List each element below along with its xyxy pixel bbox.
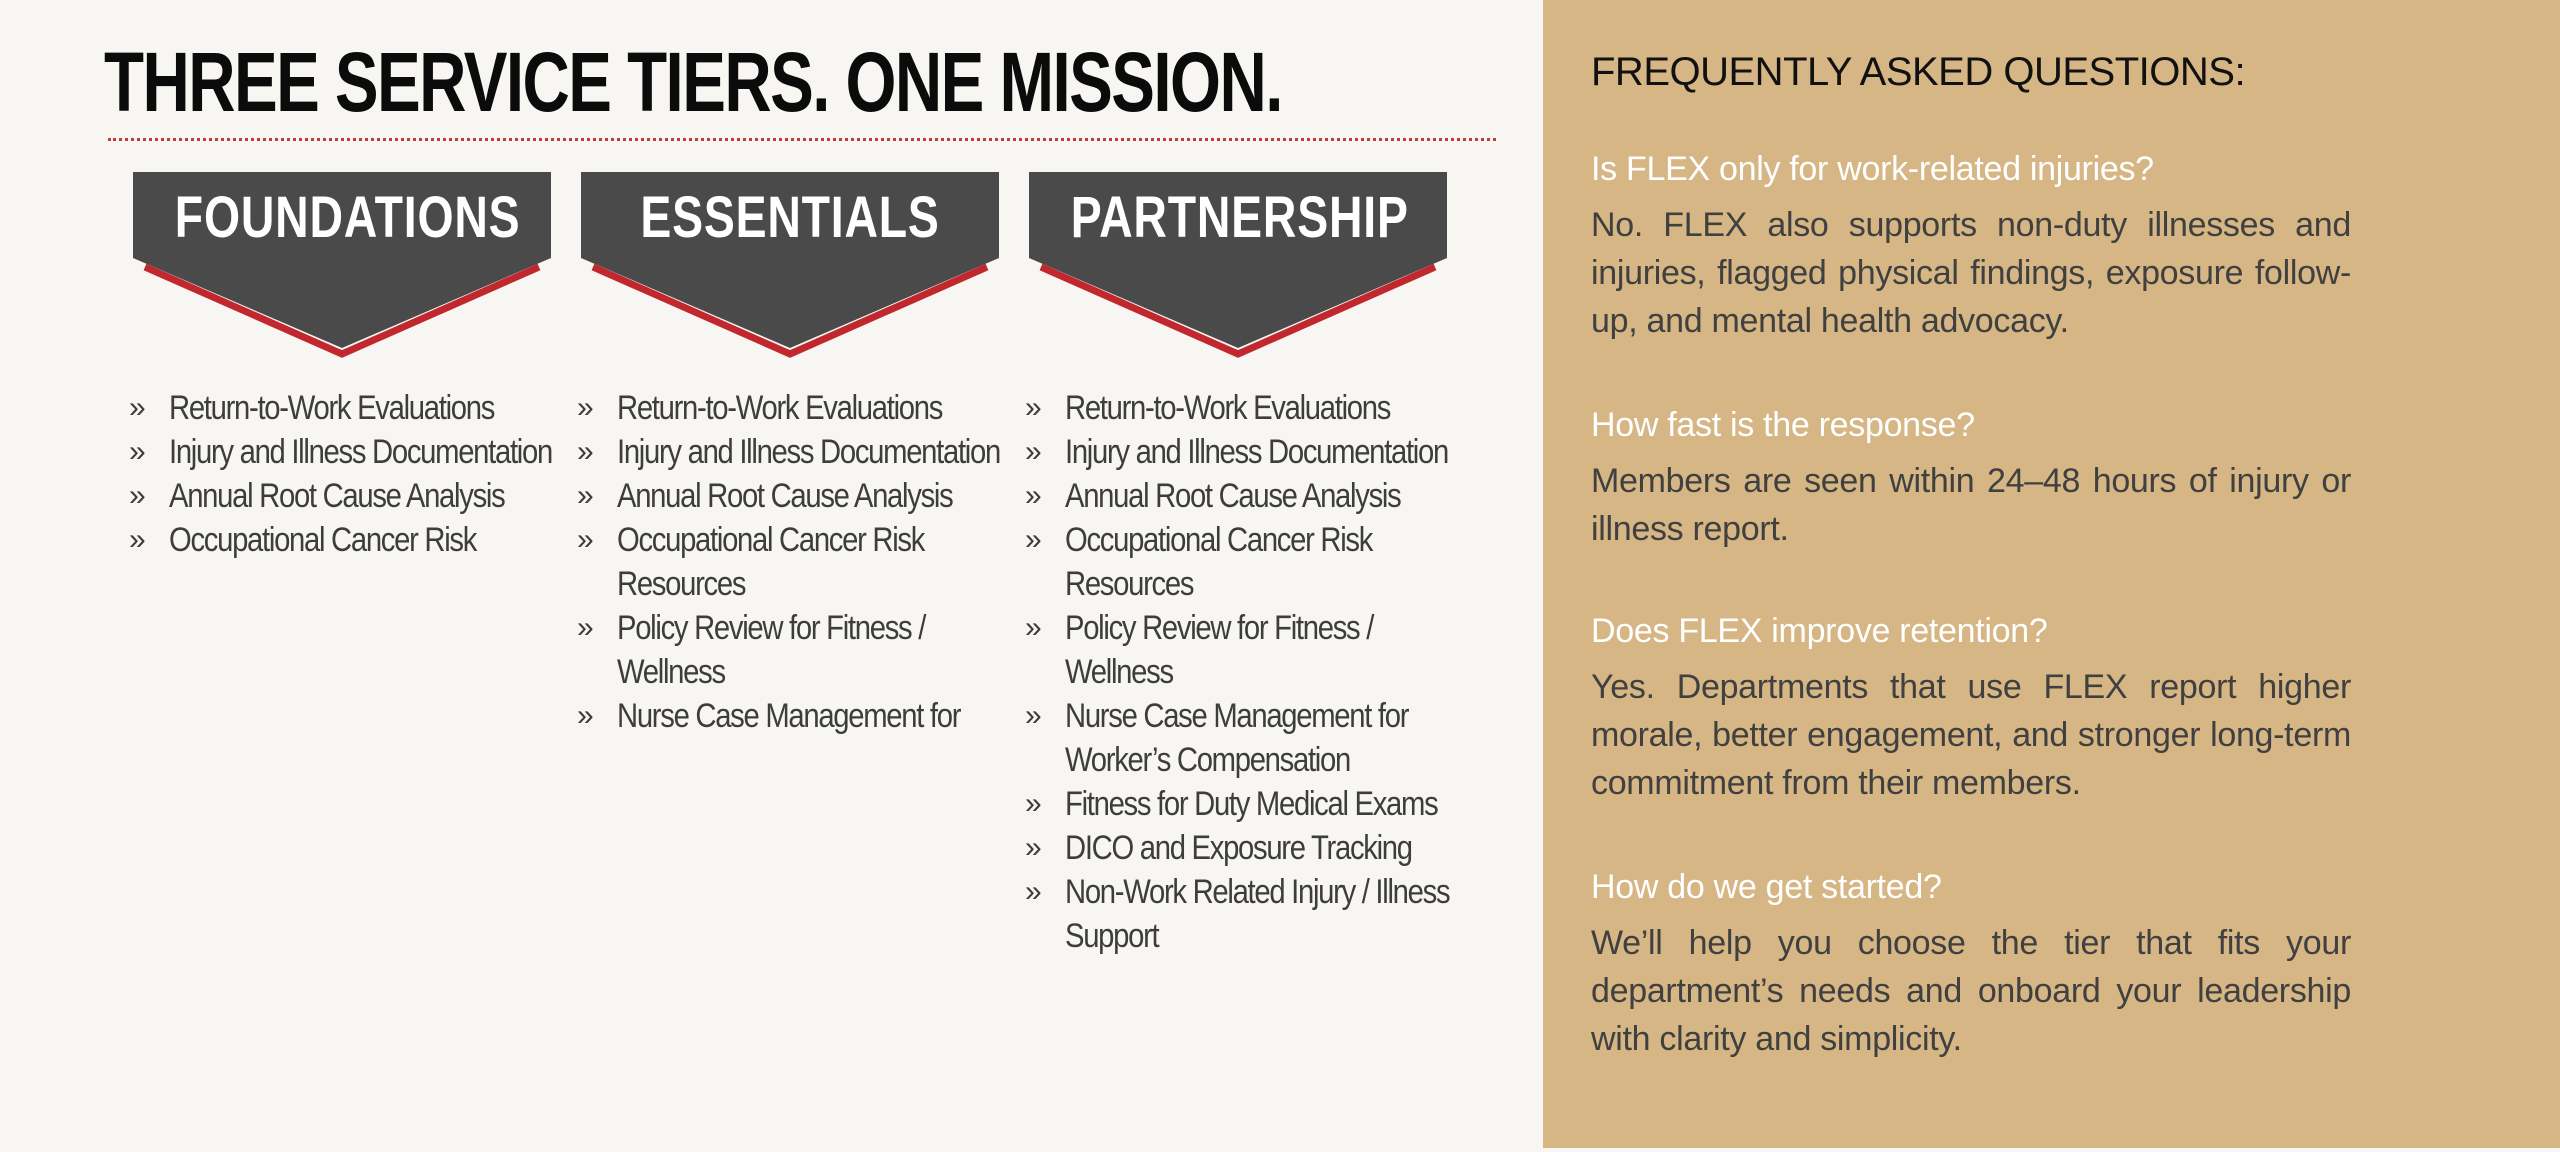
chevron-bullet-icon: »: [577, 699, 593, 732]
tier-essentials: [577, 172, 1000, 735]
chevron-bullet-icon: »: [577, 479, 593, 512]
list-item: » Annual Root Cause Analysis: [1019, 474, 1459, 518]
list-item: » Return-to-Work Evaluations: [123, 386, 563, 430]
tier-foundations: [129, 172, 552, 559]
chevron-bullet-icon: »: [1025, 699, 1041, 732]
list-item: » Return-to-Work Evaluations: [571, 386, 1011, 430]
faq-answer: Members are seen within 24–48 hours of injury or illness report.: [1591, 462, 2351, 548]
faq-question: How do we get started?: [1591, 868, 1942, 906]
faq-answer: We’ll help you choose the tier that fits your department’s needs and onboard your leadership with clarity and simplicity.: [1591, 924, 2351, 1058]
list-item: » Annual Root Cause Analysis: [123, 474, 563, 518]
chevron-bullet-icon: »: [1025, 435, 1041, 468]
faq-panel: [1543, 0, 2560, 1148]
chevron-bullet-icon: »: [577, 611, 593, 644]
list-item: » Injury and Illness Documentation: [1019, 430, 1459, 474]
faq-answer: Yes. Departments that use FLEX report higher morale, better engagement, and stronger long-term commitment from their members.: [1591, 668, 2351, 802]
list-item: » Return-to-Work Evaluations: [1019, 386, 1459, 430]
chevron-bullet-icon: »: [1025, 523, 1041, 556]
chevron-bullet-icon: »: [129, 523, 145, 556]
tier-title: PARTNERSHIP: [1070, 185, 1409, 250]
list-item: » Nurse Case Management for Worker’s Compensation: [1019, 694, 1459, 782]
chevron-bullet-icon: »: [129, 435, 145, 468]
tier-title: FOUNDATIONS: [174, 185, 521, 250]
chevron-bullet-icon: »: [129, 391, 145, 424]
title-divider: [108, 138, 1496, 141]
list-item: » Policy Review for Fitness / Wellness: [1019, 606, 1459, 694]
faq-question: Is FLEX only for work-related injuries?: [1591, 150, 2154, 188]
list-item: » Occupational Cancer Risk: [123, 518, 563, 562]
list-item: » Fitness for Duty Medical Exams: [1019, 782, 1459, 826]
tier-feature-list: [1019, 386, 1459, 958]
chevron-bullet-icon: »: [1025, 875, 1041, 908]
list-item: » Injury and Illness Documentation: [571, 430, 1011, 474]
chevron-bullet-icon: »: [1025, 831, 1041, 864]
chevron-bullet-icon: »: [1025, 787, 1041, 820]
tier-feature-list: [571, 386, 1011, 738]
list-item: » Non-Work Related Injury / Illness Support: [1019, 870, 1459, 958]
list-item: » Injury and Illness Documentation: [123, 430, 563, 474]
chevron-bullet-icon: »: [1025, 611, 1041, 644]
chevron-bullet-icon: »: [1025, 479, 1041, 512]
list-item: » DICO and Exposure Tracking: [1019, 826, 1459, 870]
faq-question: How fast is the response?: [1591, 406, 1975, 444]
list-item: » Policy Review for Fitness / Wellness: [571, 606, 1011, 694]
faq-item: [1591, 868, 2351, 1063]
chevron-bullet-icon: »: [577, 435, 593, 468]
list-item: » Nurse Case Management for: [571, 694, 1011, 738]
faq-item: [1591, 150, 2351, 345]
chevron-bullet-icon: »: [577, 391, 593, 424]
chevron-bullet-icon: »: [577, 523, 593, 556]
chevron-bullet-icon: »: [1025, 391, 1041, 424]
faq-item: [1591, 612, 2351, 807]
list-item: » Occupational Cancer Risk Resources: [571, 518, 1011, 606]
faq-item: [1591, 406, 2351, 553]
list-item: » Annual Root Cause Analysis: [571, 474, 1011, 518]
tier-title: ESSENTIALS: [640, 185, 940, 250]
page-title: THREE SERVICE TIERS. ONE MISSION.: [104, 35, 1282, 129]
faq-heading: FREQUENTLY ASKED QUESTIONS:: [1591, 50, 2246, 94]
tier-partnership: [1025, 172, 1450, 955]
tier-feature-list: [123, 386, 563, 562]
list-item: » Occupational Cancer Risk Resources: [1019, 518, 1459, 606]
chevron-bullet-icon: »: [129, 479, 145, 512]
faq-question: Does FLEX improve retention?: [1591, 612, 2048, 650]
faq-answer: No. FLEX also supports non-duty illnesses and injuries, flagged physical findings, exposure follow-up, and mental health advocacy.: [1591, 206, 2351, 340]
